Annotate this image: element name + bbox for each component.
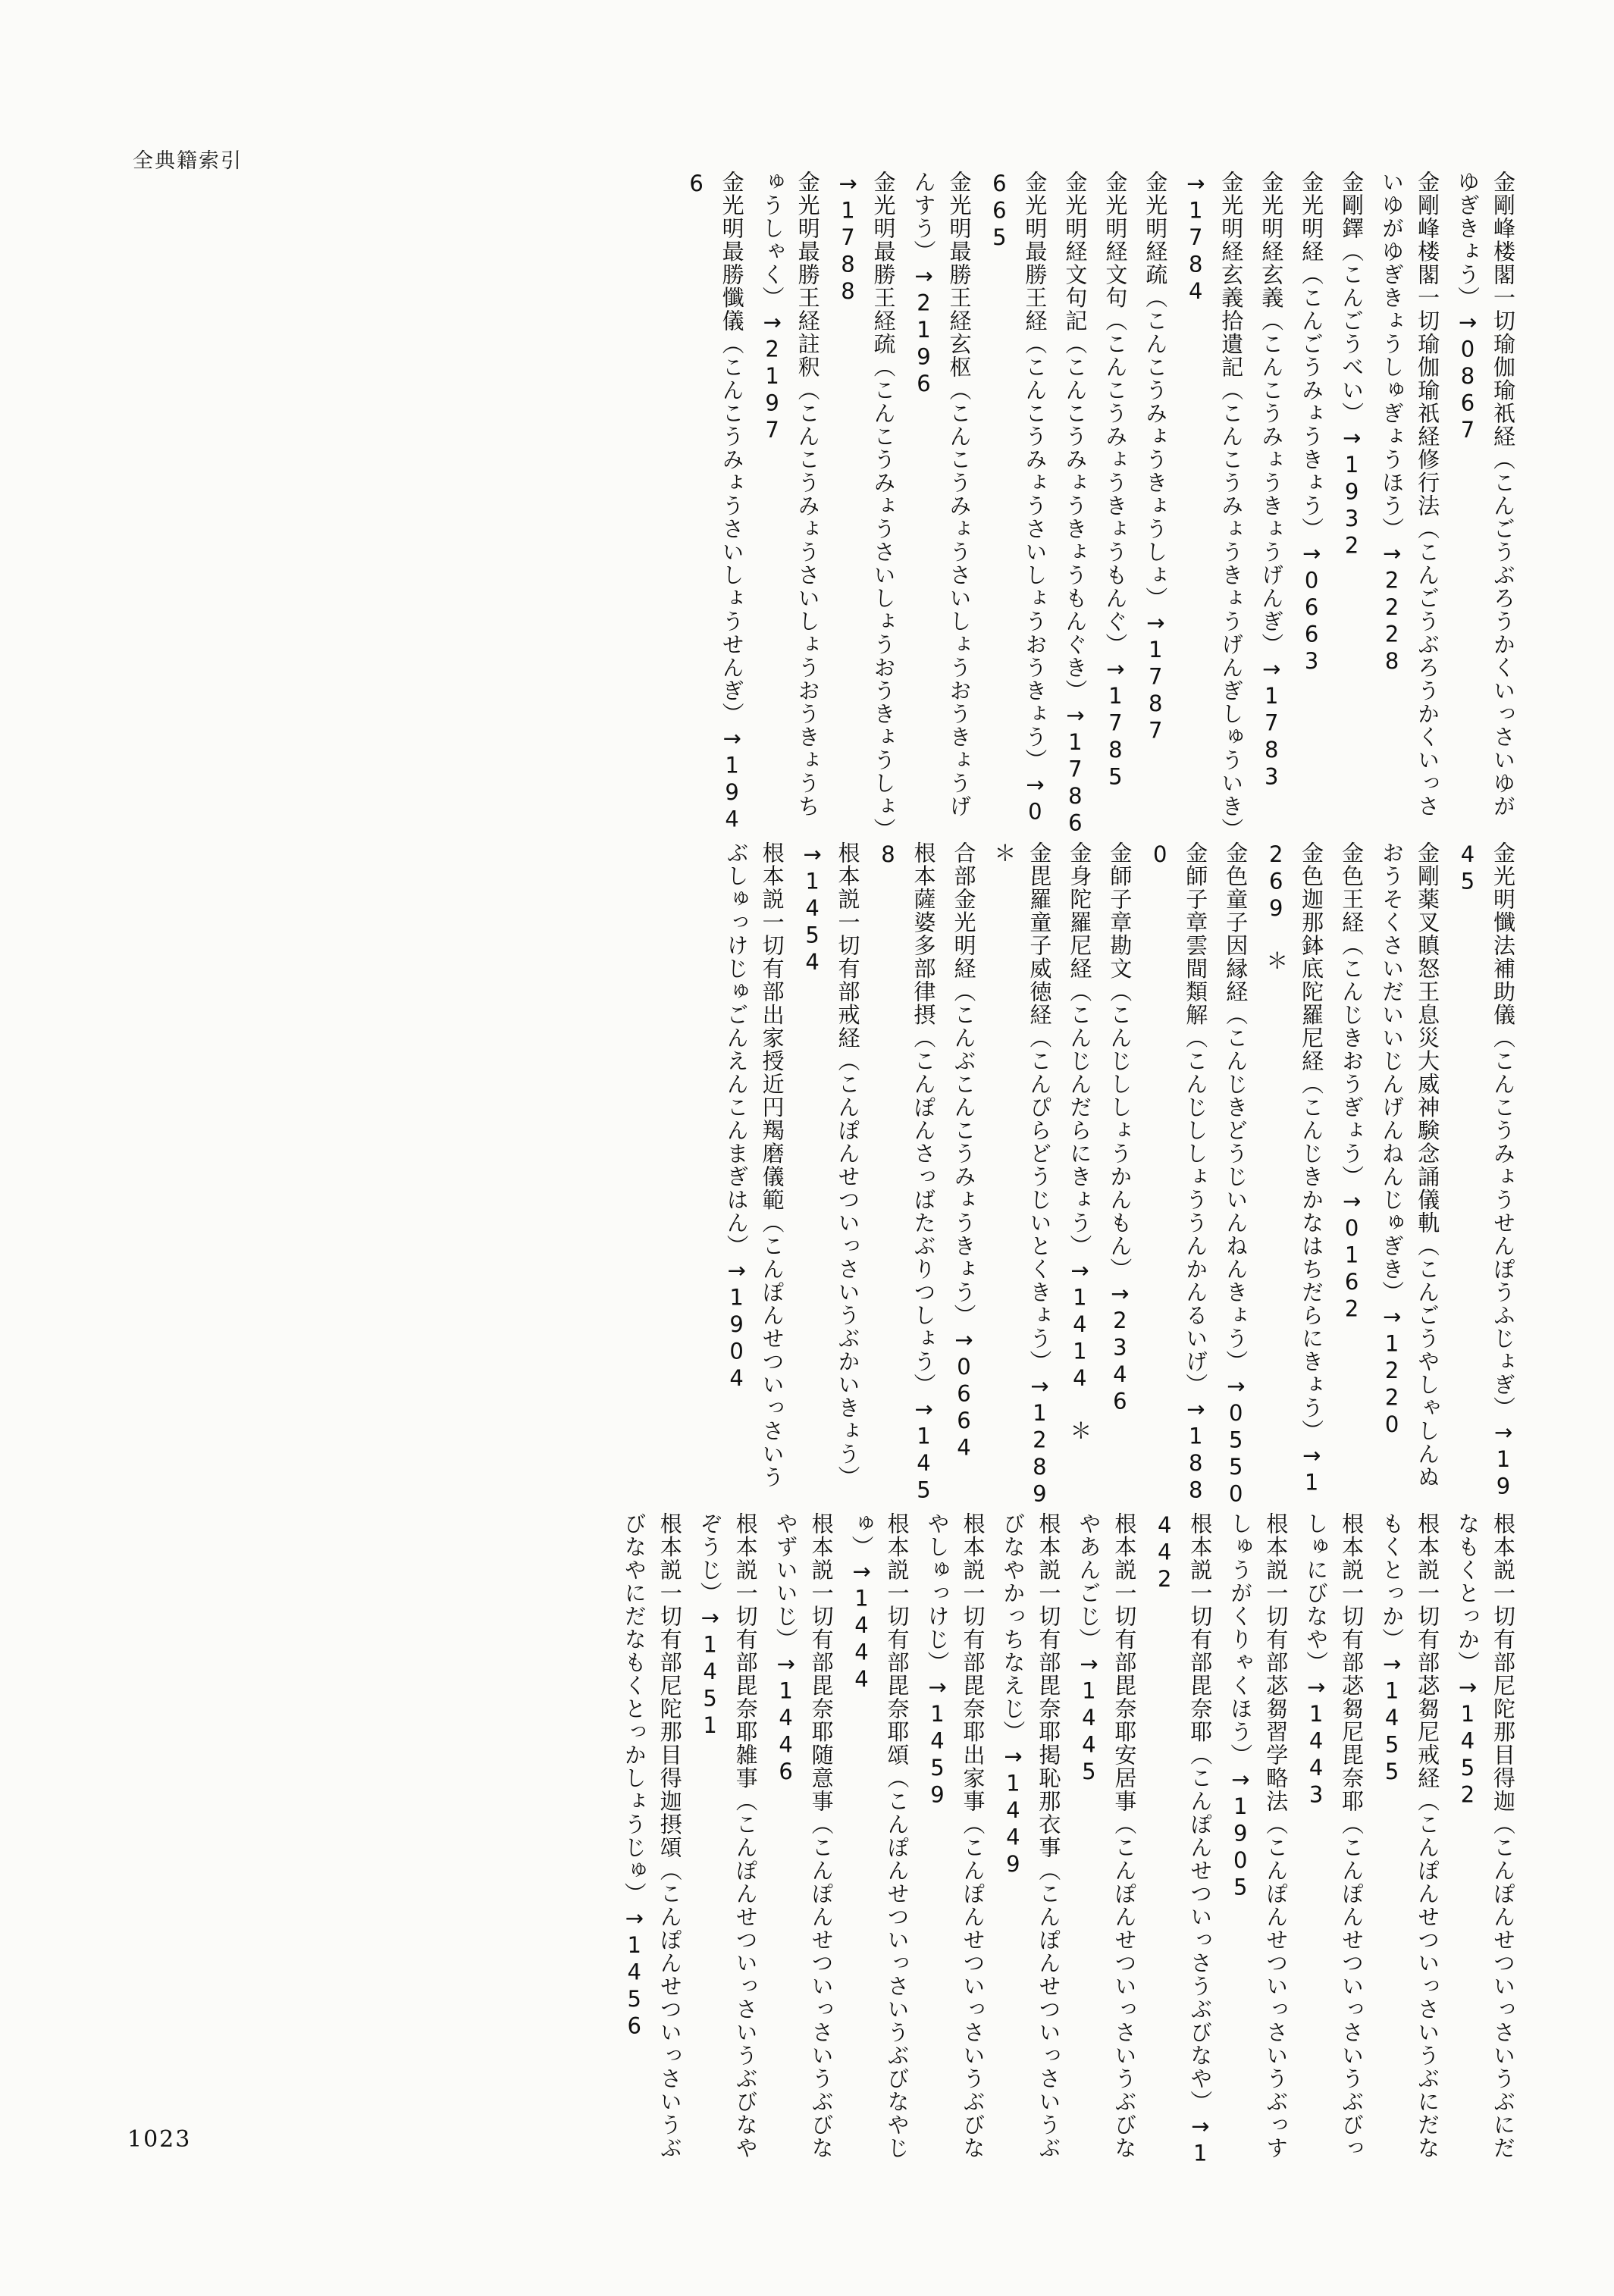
index-entry: 根本説一切有部毘奈耶随意事（こんぽんせついっさいうぶびなやずいいじ）→1446 [773,1512,835,2160]
index-entry: 根本説一切有部苾芻尼戒経（こんぽんせついっさいうぶにだなもくとっか）→1455 [1379,1512,1441,2160]
index-entry: 金師子章勘文（こんじししょうかんもん）→2346 [1107,841,1133,1415]
index-entry: 金剛鐸（こんごうべい）→1932 [1339,171,1365,559]
index-entry: 根本説一切有部尼陀那目得迦（こんぽんせついっさいうぶにだなもくとっか）→1452 [1455,1512,1516,2160]
index-entry: 金師子章雲間類解（こんじししょううんかんるいげ）→1880 [1147,841,1209,1504]
index-entry: 根本説一切有部毘奈耶（こんぽんせついっさうぶびなや）→1442 [1152,1512,1214,2167]
index-entry: 金色童子因縁経（こんじきどうじいんねんきょう）→0550 [1223,841,1249,1508]
index-entry: 根本説一切有部戒経（こんぽんせついっさいうぶかいきょう）→1454 [799,841,861,1489]
index-entry: 金光明最勝王経疏（こんこうみょうさいしょうおうきょうしょ）→1788 [835,171,897,830]
index-entry: 根本説一切有部毘奈耶出家事（こんぽんせついっさいうぶびなやしゅっけじ）→1459 [924,1512,986,2160]
index-entry: 合部金光明経（こんぶこんこうみょうきょう）→0664 [951,841,977,1461]
index-entry: 金光明経玄義（こんこうみょうきょうげんぎ）→1783 [1258,171,1285,791]
running-head: 全典籍索引 [133,149,243,173]
index-entry: 根本説一切有部毘奈耶頌（こんぽんせついっさいうぶびなやじゅ）→1444 [848,1512,910,2160]
index-entry: 金身陀羅尼経（こんじんだらにきょう）→1414 ＊ [1067,841,1093,1442]
index-entry: 金色迦那鉢底陀羅尼経（こんじきかなはちだらにきょう）→1269 ＊ [1263,841,1325,1496]
index-entry: 根本薩婆多部律摂（こんぽんさっばたぶりつしょう）→1458 [875,841,937,1504]
index-entry: 金光明懺法補助儀（こんこうみょうせんぽうふじょぎ）→1945 [1455,841,1516,1500]
index-entry: 根本説一切有部出家授近円羯磨儀範（こんぽんせついっさいうぶしゅっけじゅごんえんこんまぎはん）→1904 [723,841,785,1489]
index-entry: 根本説一切有部毘奈耶雑事（こんぽんせついっさいうぶびなやぞうじ）→1451 [697,1512,759,2160]
page-number: 1023 [127,2126,192,2153]
index-entry: 金色王経（こんじきおうぎょう）→0162 [1339,841,1365,1323]
index-entry: 金光明最勝懺儀（こんこうみょうさいしょうせんぎ）→1946 [683,171,745,833]
index-entry: 根本説一切有部毘奈耶安居事（こんぽんせついっさいうぶびなやあんごじ）→1445 [1076,1512,1138,2160]
index-entry: 金光明経文句記（こんこうみょうきょうもんぐき）→1786 [1062,171,1089,837]
index-entry: 金毘羅童子威徳経（こんぴらどうじいとくきょう）→1289 ＊ [991,841,1053,1508]
index-band-3 [91,1512,1523,2179]
index-entry: 根本説一切有部苾芻習学略法（こんぽんせついっさいうぶっすしゅうがくりゃくほう）→1905 [1227,1512,1290,2160]
index-band-2 [91,841,1523,1508]
index-entry: 金剛薬叉瞋怒王息災大威神験念誦儀軌（こんごうやしゃしんぬおうそくさいだいいじんげんねんじゅぎき）→1220 [1379,841,1441,1489]
index-entry: 金光明経疏（こんこうみょうきょうしょ）→1787 [1142,171,1169,744]
index-entry: 根本説一切有部毘奈耶掲恥那衣事（こんぽんせついっさいうぶびなやかっちなえじ）→1449 [1000,1512,1062,2160]
index-band-1 [91,171,1523,838]
index-entry: 金光明最勝王経（こんこうみょうさいしょうおうきょう）→0665 [986,171,1048,825]
index-entry: 根本説一切有部尼陀那目得迦摂頌（こんぽんせついっさいうぶびなやにだなもくとっかしょうじゅ）→1456 [621,1512,683,2160]
index-entry: 根本説一切有部苾芻尼毘奈耶（こんぽんせついっさいうぶびっしゅにびなや）→1443 [1303,1512,1365,2160]
index-entry: 金光明最勝王経註釈（こんこうみょうさいしょうおうきょうちゅうしゃく）→2197 [759,171,821,818]
index-entry: 金剛峰楼閣一切瑜伽瑜祇経（こんごうぶろうかくいっさいゆがゆぎきょう）→0867 [1455,171,1516,818]
index-entry: 金剛峰楼閣一切瑜伽瑜祇経修行法（こんごうぶろうかくいっさいゆがゆぎきょうしゅぎょうほう）→2228 [1379,171,1441,818]
index-entry: 金光明最勝王経玄枢（こんこうみょうさいしょうおうきょうげんすう）→2196 [910,171,973,818]
index-entry: 金光明経文句（こんこうみょうきょうもんぐ）→1785 [1102,171,1129,791]
index-entry: 金光明経玄義拾遺記（こんこうみょうきょうげんぎしゅういき）→1784 [1183,171,1245,830]
index-entry: 金光明経（こんごうみょうきょう）→0663 [1299,171,1325,675]
